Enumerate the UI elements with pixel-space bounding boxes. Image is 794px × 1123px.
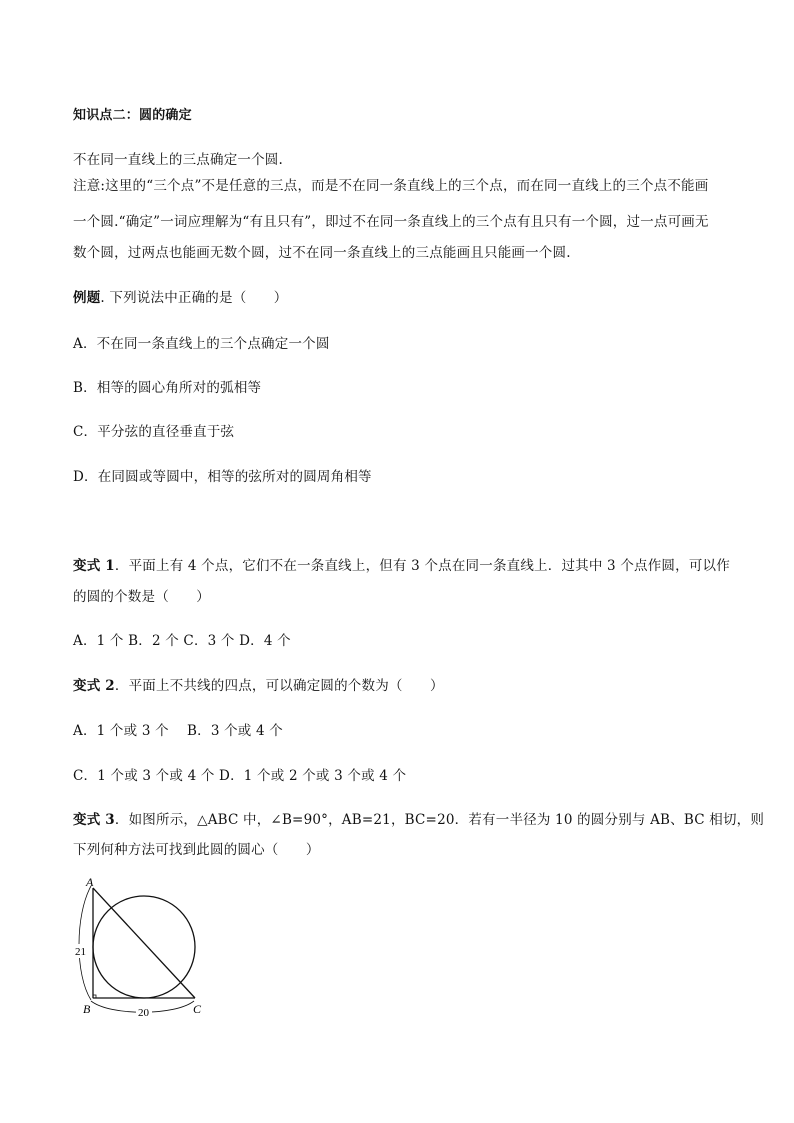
- example-label: 例题: [73, 290, 101, 306]
- triangle-circle-figure: [70, 870, 220, 1020]
- variant3-label: 变式 3: [73, 812, 115, 828]
- variant2-question: [73, 674, 444, 694]
- variant2-label: 变式 2: [73, 678, 115, 694]
- example-option-c: C．平分弦的直径垂直于弦: [73, 424, 235, 440]
- example-option-d: D．在同圆或等圆中，相等的弦所对的圆周角相等: [73, 469, 372, 485]
- variant2-options-line-1: A．1 个或 3 个 B．3 个或 4 个: [73, 723, 283, 739]
- vertex-label-c: C: [193, 1002, 202, 1016]
- variant3-question-line-1: [73, 808, 764, 828]
- variant1-question-line-1: [73, 554, 730, 574]
- circle-determination-statement: 不在同一直线上的三点确定一个圆.: [73, 152, 283, 168]
- ab-dimension-curve: [79, 886, 91, 1000]
- variant3-question-line-2: 下列何种方法可找到此圆的圆心（ ）: [73, 842, 320, 858]
- variant1-label: 变式 1: [73, 558, 115, 574]
- note-line-3: 数个圆，过两点也能画无数个圆，过不在同一条直线上的三点能画且只能画一个圆.: [73, 245, 571, 261]
- example-question-text: . 下列说法中正确的是（ ）: [100, 290, 288, 306]
- tangent-circle: [93, 896, 195, 998]
- variant2-question-text: ．平面上不共线的四点，可以确定圆的个数为（ ）: [114, 678, 444, 694]
- ab-length-label: 21: [75, 946, 86, 958]
- variant1-question-text: ．平面上有 4 个点，它们不在一条直线上，但有 3 个点在同一条直线上．过其中 3 个点作圆，可以作: [114, 558, 730, 574]
- note-line-1: 注意:这里的“三个点”不是任意的三点，而是不在同一条直线上的三个点，而在同一直线上的三个点不能画: [73, 178, 709, 194]
- variant3-question-text: ．如图所示，△ABC 中，∠B=90°，AB=21，BC=20．若有一半径为 10 的圆分别与 AB、BC 相切，则: [114, 812, 765, 828]
- note-line-2: 一个圆.“确定”一词应理解为“有且只有”，即过不在同一条直线上的三个点有且只有一个圆，过一点可画无: [73, 214, 709, 230]
- variant1-options: A．1 个 B．2 个 C．3 个 D．4 个: [73, 633, 291, 649]
- bc-length-label: 20: [138, 1007, 149, 1019]
- variant1-question-line-2: 的圆的个数是（ ）: [73, 589, 210, 605]
- example-option-a: A．不在同一条直线上的三个点确定一个圆: [73, 336, 330, 352]
- example-question: [73, 286, 288, 306]
- vertex-label-b: B: [83, 1002, 91, 1016]
- example-option-b: B．相等的圆心角所对的弧相等: [73, 380, 262, 396]
- variant2-options-line-2: C．1 个或 3 个或 4 个 D．1 个或 2 个或 3 个或 4 个: [73, 768, 407, 784]
- section-heading: 知识点二：圆的确定: [73, 108, 192, 123]
- vertex-label-a: A: [86, 875, 94, 889]
- side-ac: [93, 888, 195, 998]
